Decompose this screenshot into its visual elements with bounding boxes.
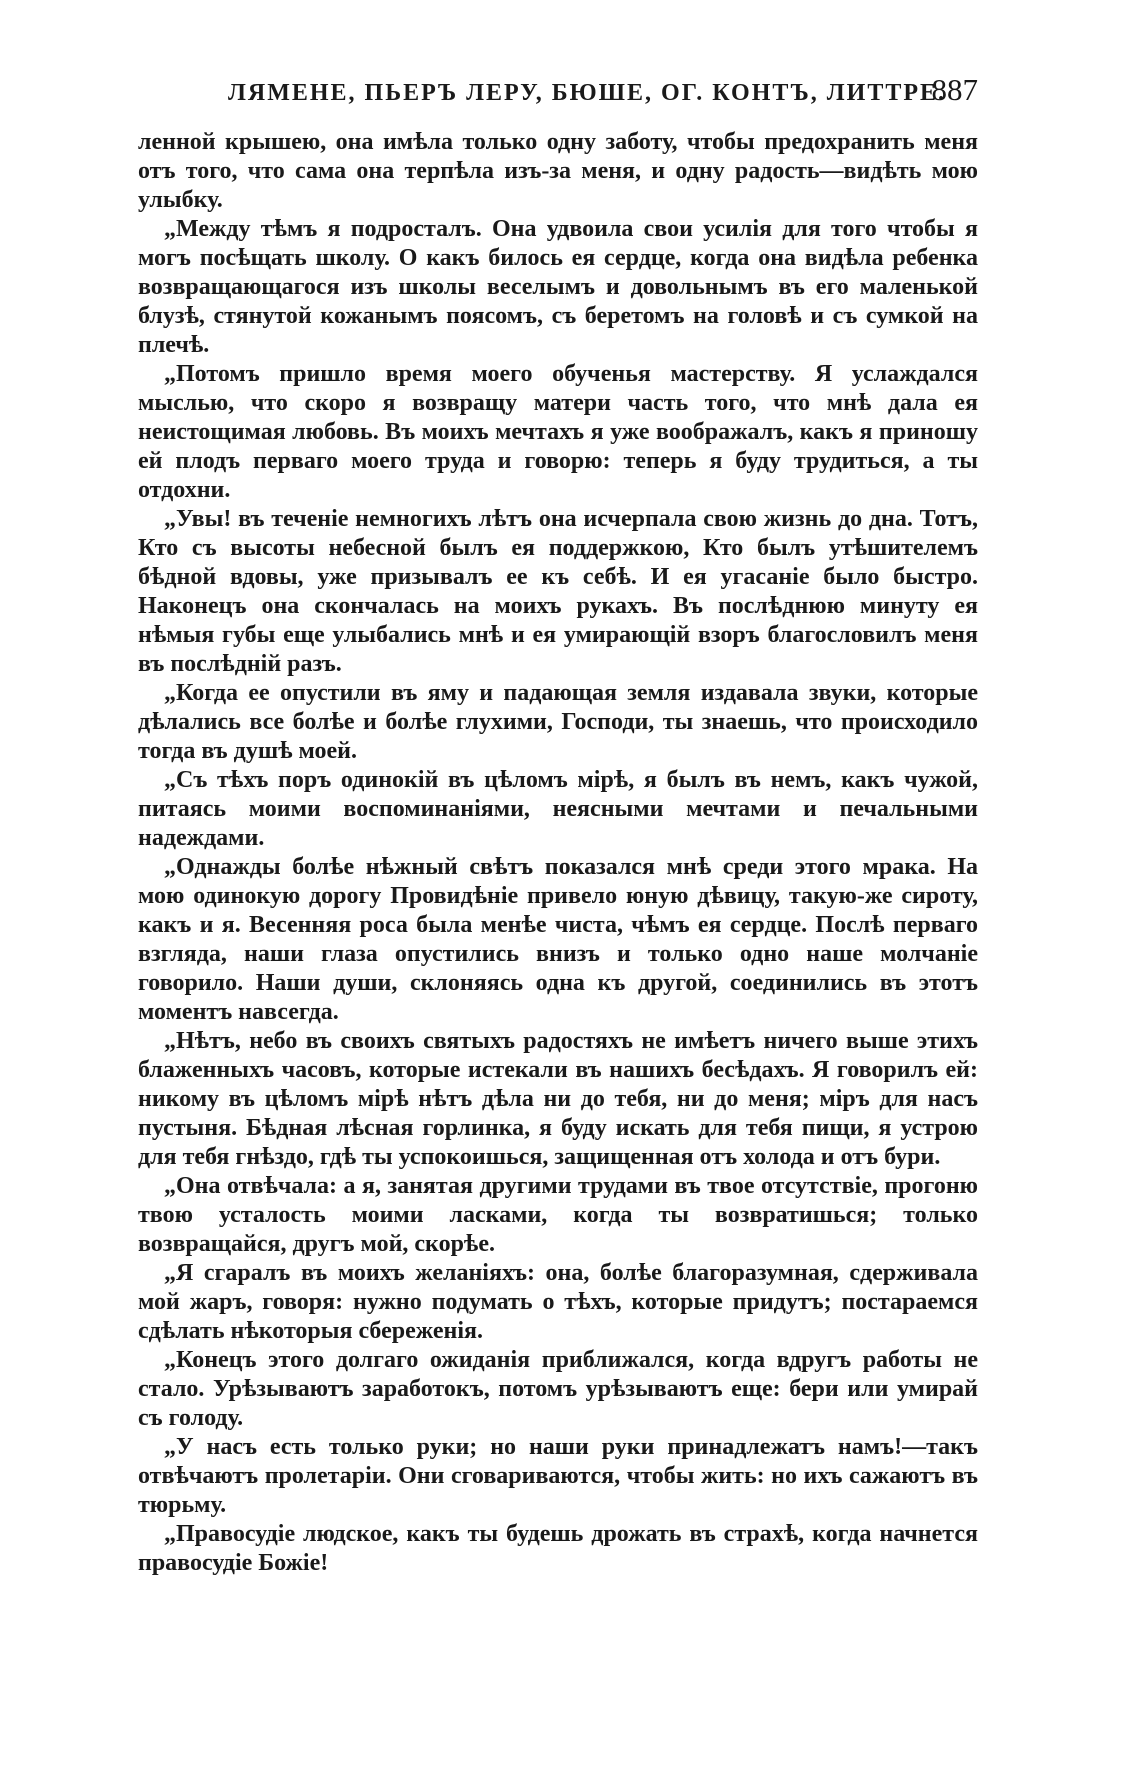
paragraph: ленной крышею, она имѣла только одну заботу, чтобы предохранить меня отъ того, что сама она терпѣла изъ-за меня, и одну радость—видѣть мою улыбку.	[138, 129, 978, 213]
paragraph: „Правосудіе людское, какъ ты будешь дрожать въ страхѣ, когда начнется правосудіе Божіе!	[138, 1521, 978, 1576]
paragraph: „Однажды болѣе нѣжный свѣтъ показался мнѣ среди этого мрака. На мою одинокую дорогу Провидѣніе привело юную дѣвицу, такую-же сироту, какъ и я. Весенняя роса была менѣе чиста, чѣмъ ея сердце. Послѣ перваго взгляда, наши глаза опустились внизъ и только одно наше молчаніе говорило. Наши души, склоняясь одна къ другой, соединились въ этотъ моментъ навсегда.	[138, 854, 978, 1025]
paragraph: „Нѣтъ, небо въ своихъ святыхъ радостяхъ не имѣетъ ничего выше этихъ блаженныхъ часовъ, которые истекали въ нашихъ бесѣдахъ. Я говорилъ ей: никому въ цѣломъ мірѣ нѣтъ дѣла ни до тебя, ни до меня; міръ для насъ пустыня. Бѣдная лѣсная горлинка, я буду искать для тебя пищи, я устрою для тебя гнѣздо, гдѣ ты успокоишься, защищенная отъ холода и отъ бури.	[138, 1028, 978, 1170]
paragraph: „Она отвѣчала: а я, занятая другими трудами въ твое отсутствіе, прогоню твою усталость моими ласками, когда ты возвратишься; только возвращайся, другъ мой, скорѣе.	[138, 1173, 978, 1257]
page-number: 887	[931, 72, 978, 107]
paragraph: „Когда ее опустили въ яму и падающая земля издавала звуки, которые дѣлались все болѣе и болѣе глухими, Господи, ты знаешь, что происходило тогда въ душѣ моей.	[138, 680, 978, 764]
book-page	[138, 72, 978, 1578]
paragraph: „Увы! въ теченіе немногихъ лѣтъ она исчерпала свою жизнь до дна. Тотъ, Кто съ высоты небесной былъ ея поддержкою, Кто былъ утѣшителемъ бѣдной вдовы, уже призывалъ ее къ себѣ. И ея угасаніе было быстро. Наконецъ она скончалась на моихъ рукахъ. Въ послѣднюю минуту ея нѣмыя губы еще улыбались мнѣ и ея умирающій взоръ благословилъ меня въ послѣдній разъ.	[138, 506, 978, 677]
paragraph: „Потомъ пришло время моего обученья мастерству. Я услаждался мыслью, что скоро я возвращу матери часть того, что мнѣ дала ея неистощимая любовь. Въ моихъ мечтахъ я уже воображалъ, какъ я приношу ей плодъ перваго моего труда и говорю: теперь я буду трудиться, а ты отдохни.	[138, 361, 978, 503]
paragraph: „Конецъ этого долгаго ожиданія приближался, когда вдругъ работы не стало. Урѣзываютъ заработокъ, потомъ урѣзываютъ еще: бери или умирай съ голоду.	[138, 1347, 978, 1431]
body-text	[138, 128, 978, 1578]
paragraph: „Съ тѣхъ поръ одинокій въ цѣломъ мірѣ, я былъ въ немъ, какъ чужой, питаясь моими воспоминаніями, неясными мечтами и печальными надеждами.	[138, 767, 978, 851]
paragraph: „У насъ есть только руки; но наши руки принадлежатъ намъ!—такъ отвѣчаютъ пролетаріи. Они сговариваются, чтобы жить: но ихъ сажаютъ въ тюрьму.	[138, 1434, 978, 1518]
running-title: ЛЯМЕНЕ, ПЬЕРЪ ЛЕРУ, БЮШЕ, ОГ. КОНТЪ, ЛИТТРЕ.	[228, 80, 946, 106]
running-head	[138, 72, 978, 128]
paragraph: „Между тѣмъ я подросталъ. Она удвоила свои усилія для того чтобы я могъ посѣщать школу. О какъ билось ея сердце, когда она видѣла ребенка возвращающагося изъ школы веселымъ и довольнымъ въ его маленькой блузѣ, стянутой кожанымъ поясомъ, съ беретомъ на головѣ и съ сумкой на плечѣ.	[138, 216, 978, 358]
paragraph: „Я сгаралъ въ моихъ желаніяхъ: она, болѣе благоразумная, сдерживала мой жаръ, говоря: нужно подумать о тѣхъ, которые придутъ; постараемся сдѣлать нѣкоторыя сбереженія.	[138, 1260, 978, 1344]
